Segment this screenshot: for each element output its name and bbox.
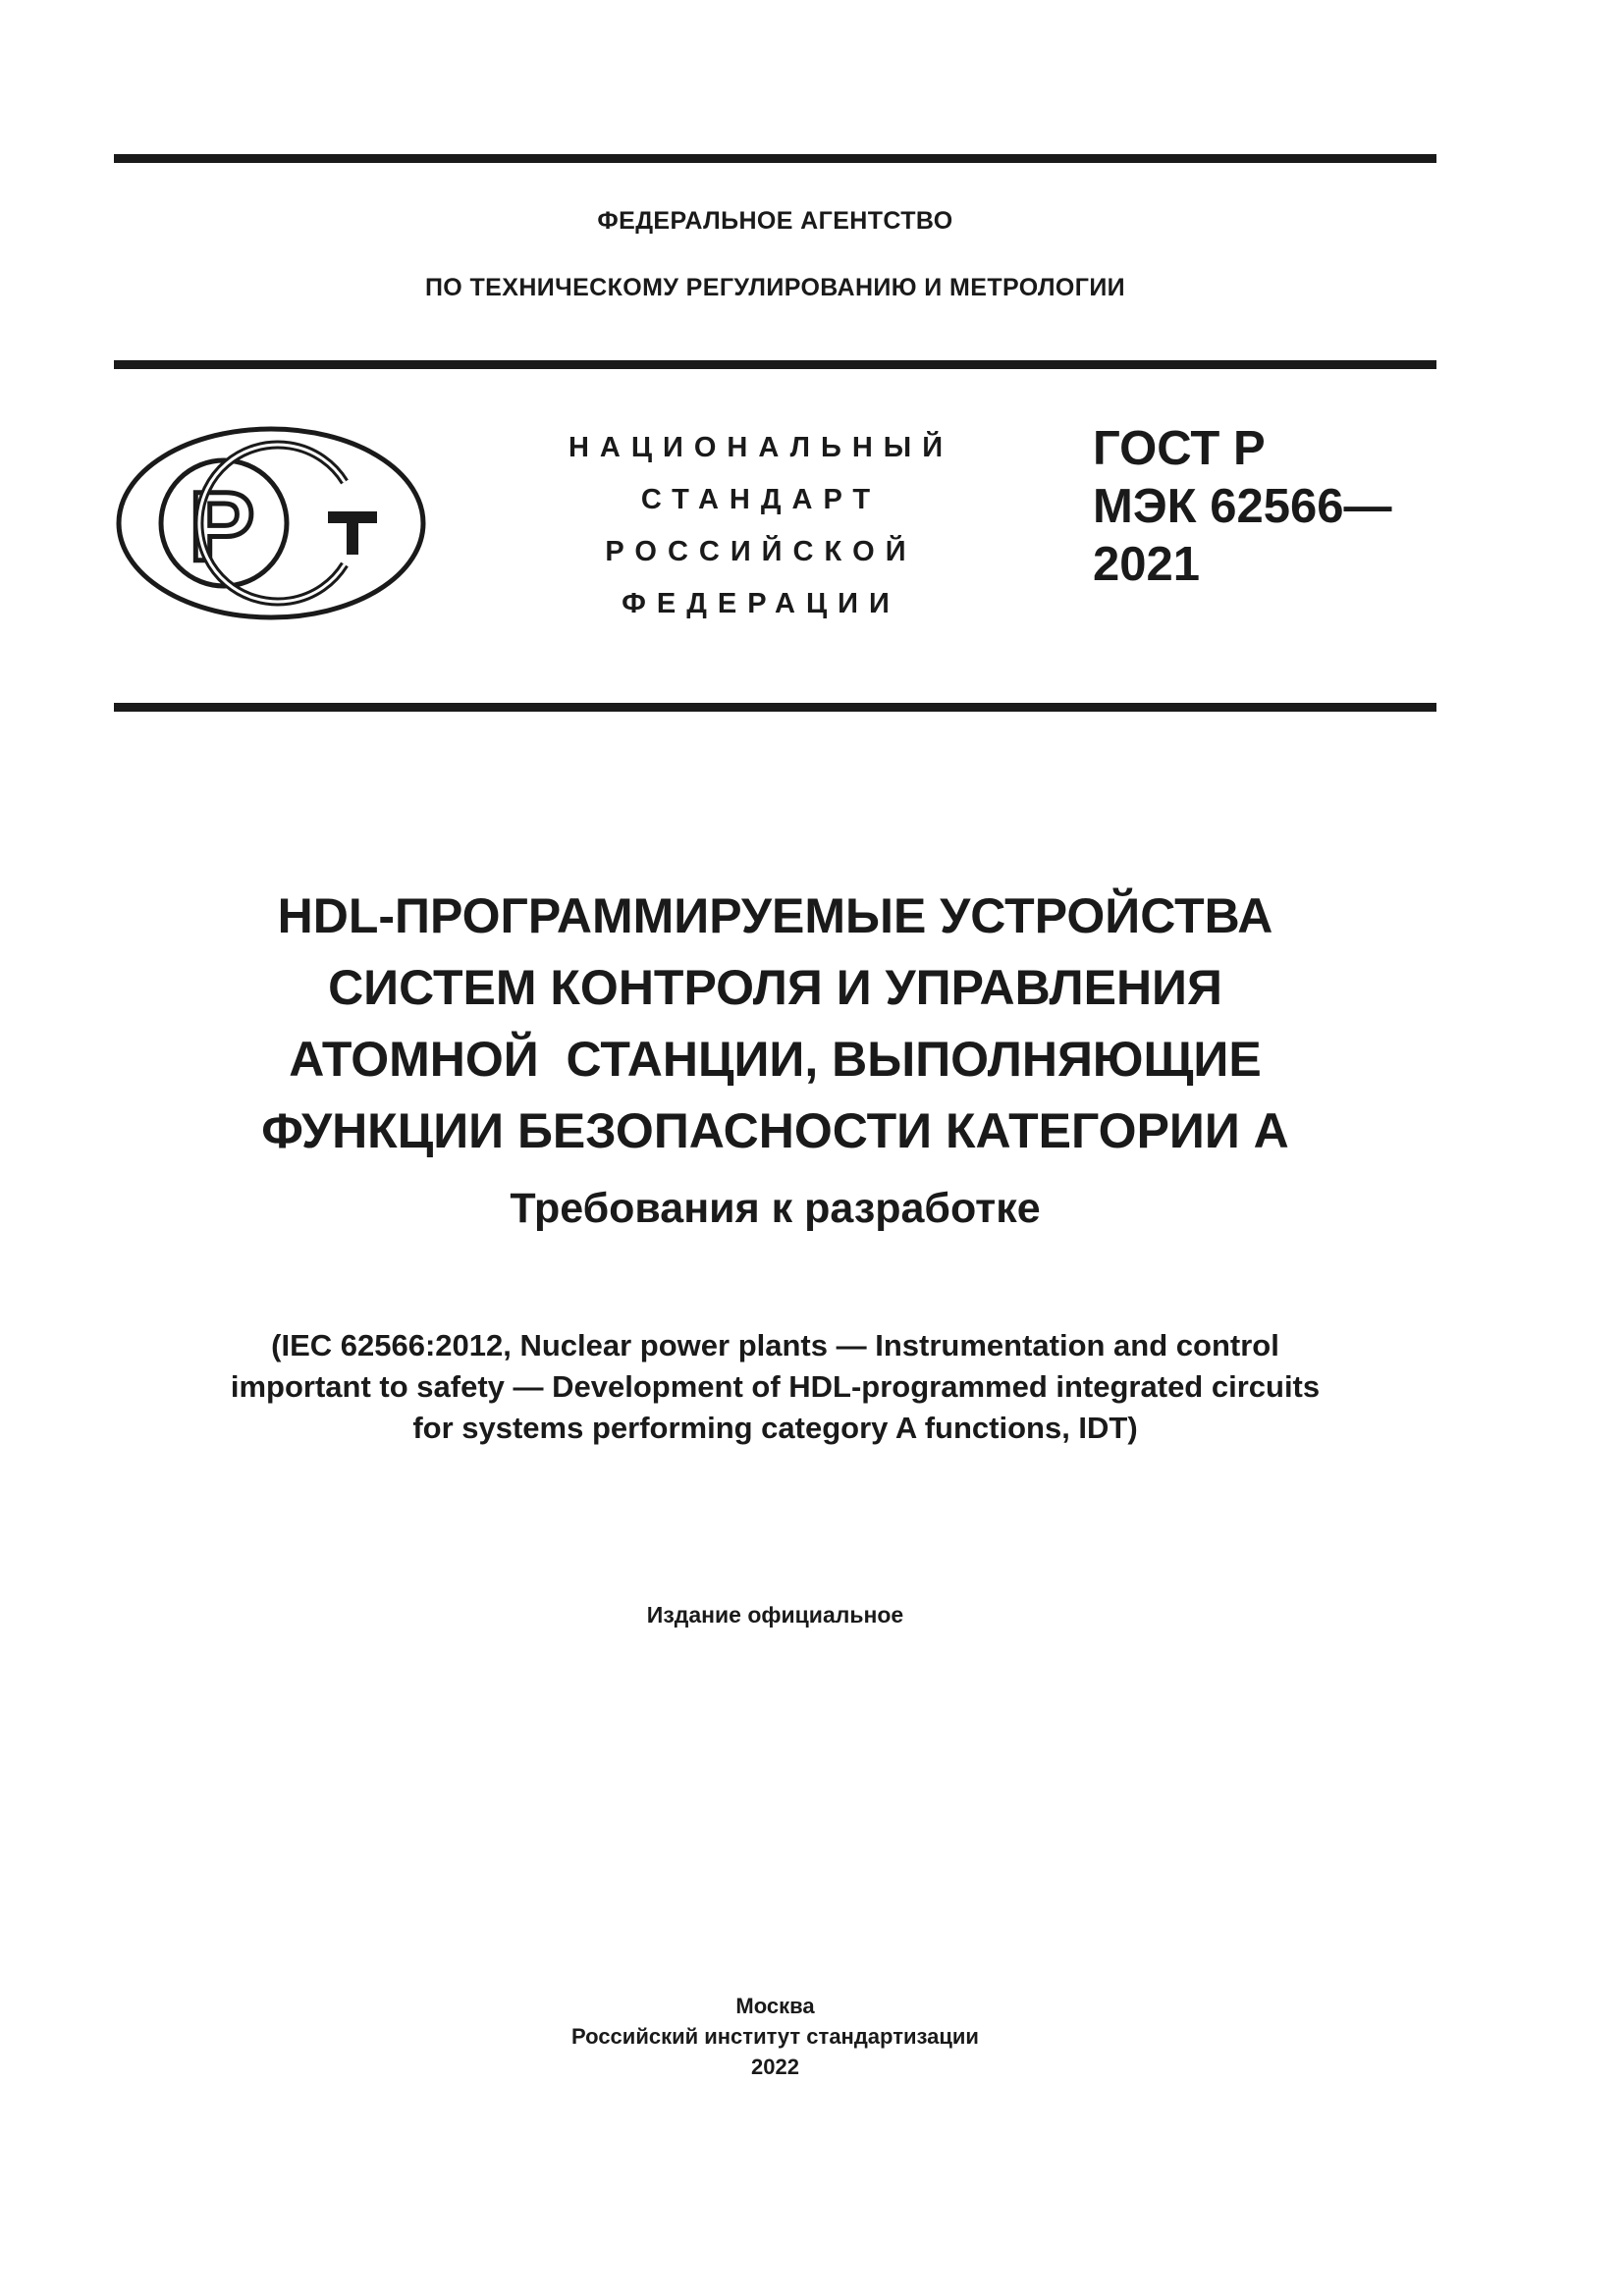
document-title [114, 881, 1436, 1167]
edition-note: Издание официальное [646, 1602, 904, 1628]
document-subtitle: Требования к разработке [510, 1185, 1041, 1232]
iec-line-3: for systems performing category A functions, IDT) [412, 1411, 1138, 1445]
agency-name-line-1: ФЕДЕРАЛЬНОЕ АГЕНТСТВО [597, 207, 953, 235]
national-standard-label [545, 422, 977, 630]
imprint-publisher: Российский институт стандартизации [571, 2024, 979, 2049]
standard-designation [1093, 420, 1391, 594]
imprint-city: Москва [735, 1994, 815, 2018]
imprint-year: 2022 [751, 2055, 799, 2079]
header-rule [114, 360, 1436, 369]
ns-line-1: НАЦИОНАЛЬНЫЙ [568, 432, 954, 463]
header-bottom-rule [114, 703, 1436, 712]
iec-line-2: important to safety — Development of HDL-programmed integrated circuits [230, 1369, 1321, 1404]
designation-line-2: МЭК 62566— [1093, 480, 1392, 533]
ns-line-3: РОССИЙСКОЙ [605, 536, 917, 567]
ns-line-4: ФЕДЕРАЦИИ [622, 588, 900, 619]
designation-line-1: ГОСТ Р [1093, 422, 1266, 475]
rst-gost-emblem-icon [114, 425, 428, 621]
designation-line-3: 2021 [1093, 538, 1201, 591]
iec-line-1: (IEC 62566:2012, Nuclear power plants — Instrumentation and control [271, 1328, 1279, 1362]
top-rule [114, 154, 1436, 163]
international-standard-reference [114, 1325, 1436, 1449]
ns-line-2: СТАНДАРТ [640, 484, 882, 515]
agency-name-line-2: ПО ТЕХНИЧЕСКОМУ РЕГУЛИРОВАНИЮ И МЕТРОЛОГИИ [424, 274, 1126, 301]
svg-text:Р: Р [189, 472, 255, 582]
title-line-1: HDL-ПРОГРАММИРУЕМЫЕ УСТРОЙСТВА [277, 888, 1273, 943]
imprint [114, 1991, 1436, 2082]
title-line-3: АТОМНОЙ СТАНЦИИ, ВЫПОЛНЯЮЩИЕ [289, 1032, 1262, 1087]
title-line-2: СИСТЕМ КОНТРОЛЯ И УПРАВЛЕНИЯ [328, 960, 1222, 1015]
title-line-4: ФУНКЦИИ БЕЗОПАСНОСТИ КАТЕГОРИИ А [261, 1103, 1289, 1158]
